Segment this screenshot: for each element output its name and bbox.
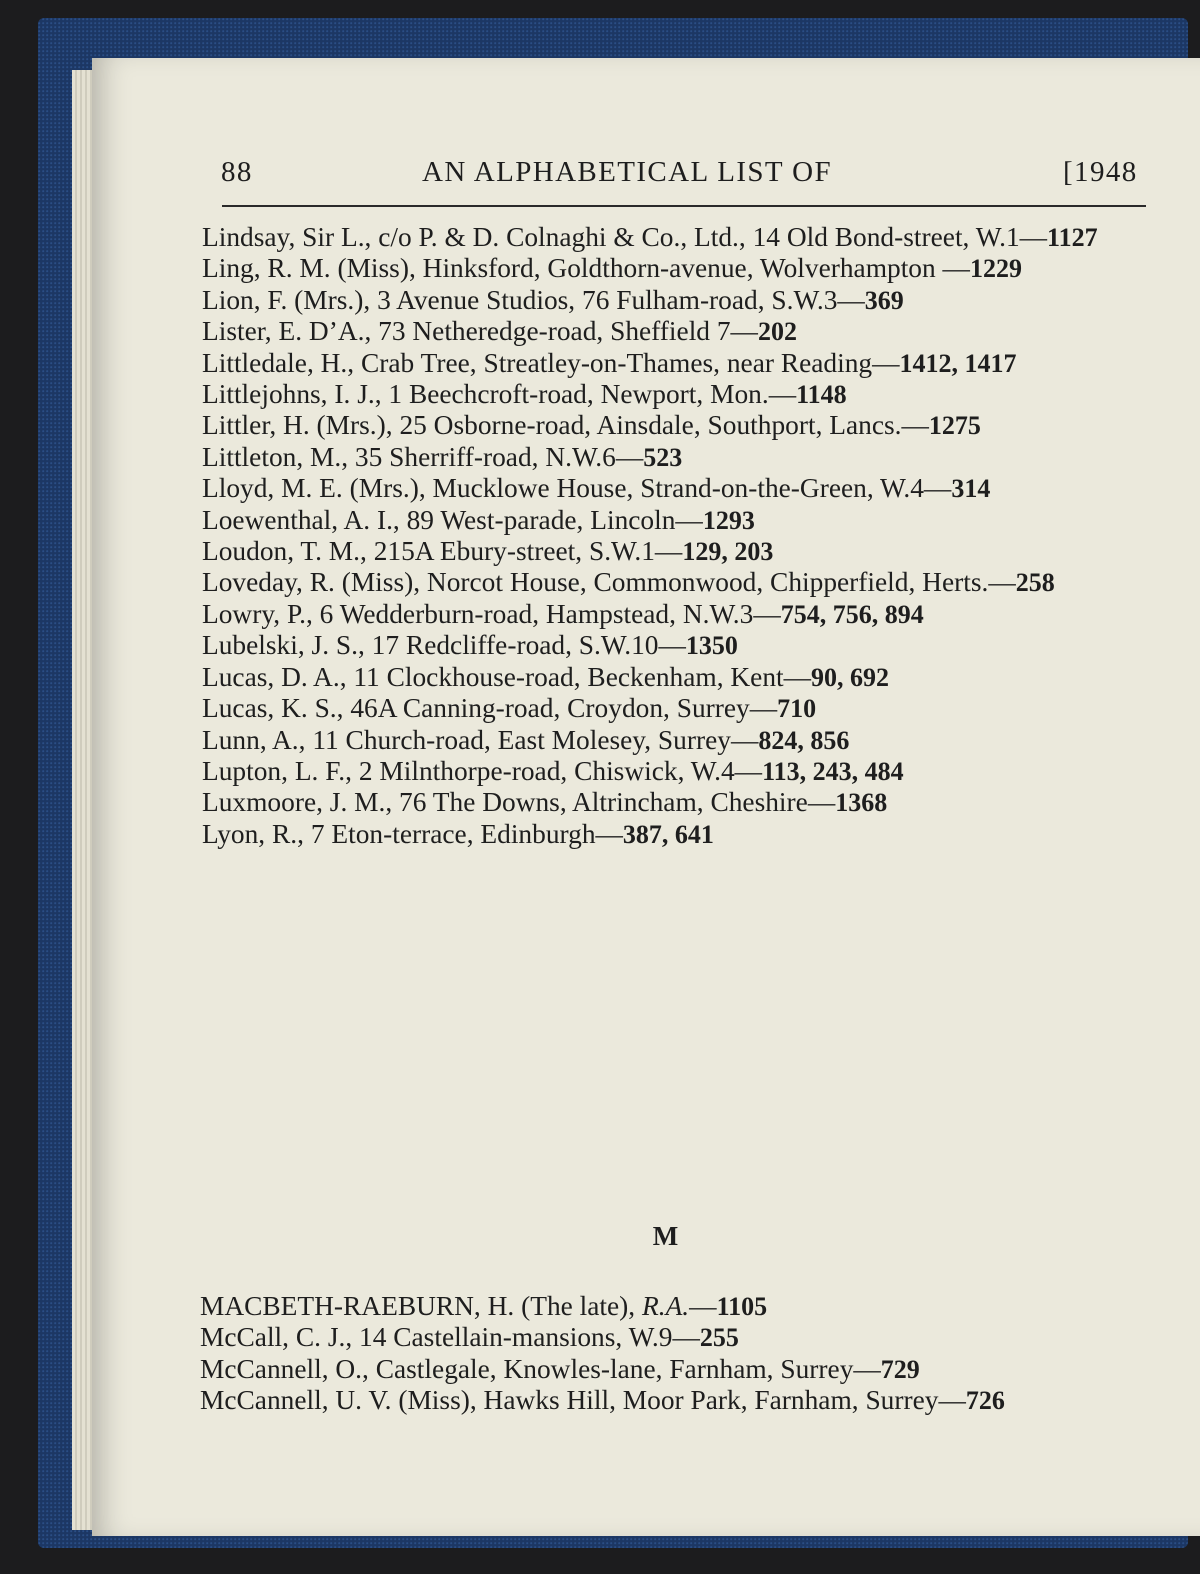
list-entry: Lucas, K. S., 46A Canning-road, Croydon, Surrey—710 bbox=[202, 693, 817, 724]
list-entry: Lloyd, M. E. (Mrs.), Mucklowe House, Strand-on-the-Green, W.4—314 bbox=[202, 473, 991, 504]
header-rule bbox=[222, 205, 1146, 207]
list-entry: Loewenthal, A. I., 89 West-parade, Lincoln—1293 bbox=[202, 504, 755, 535]
list-entry: Littledale, H., Crab Tree, Streatley-on-Thames, near Reading—1412, 1417 bbox=[202, 347, 1017, 378]
book-page bbox=[92, 58, 1200, 1536]
list-entry: McCall, C. J., 14 Castellain-mansions, W.9—255 bbox=[200, 1322, 739, 1353]
page-number: 88 bbox=[221, 156, 253, 188]
list-entry: Lister, E. D’A., 73 Netheredge-road, Sheffield 7—202 bbox=[202, 316, 797, 347]
list-entry: Littlejohns, I. J., 1 Beechcroft-road, Newport, Mon.—1148 bbox=[202, 379, 847, 410]
list-entry: Lyon, R., 7 Eton-terrace, Edinburgh—387, 641 bbox=[202, 818, 714, 849]
list-entry: McCannell, U. V. (Miss), Hawks Hill, Moor Park, Farnham, Surrey—726 bbox=[200, 1385, 1005, 1416]
running-title: AN ALPHABETICAL LIST OF bbox=[422, 156, 833, 188]
list-entry: Littleton, M., 35 Sherriff-road, N.W.6—523 bbox=[202, 441, 683, 472]
list-entry: Lubelski, J. S., 17 Redcliffe-road, S.W.10—1350 bbox=[202, 630, 738, 661]
list-entry: Ling, R. M. (Miss), Hinksford, Goldthorn-avenue, Wolverhampton —1229 bbox=[202, 253, 1022, 284]
list-entry: Lindsay, Sir L., c/o P. & D. Colnaghi & Co., Ltd., 14 Old Bond-street, W.1—1127 bbox=[202, 222, 1098, 252]
list-entry: Lowry, P., 6 Wedderburn-road, Hampstead, N.W.3—754, 756, 894 bbox=[202, 598, 924, 629]
section-letter: M bbox=[652, 1221, 680, 1251]
list-entry: McCannell, O., Castlegale, Knowles-lane, Farnham, Surrey—729 bbox=[200, 1353, 920, 1384]
list-entry: Luxmoore, J. M., 76 The Downs, Altrincham, Cheshire—1368 bbox=[202, 787, 888, 818]
list-entry: Lunn, A., 11 Church-road, East Molesey, Surrey—824, 856 bbox=[202, 724, 850, 755]
list-entry: Littler, H. (Mrs.), 25 Osborne-road, Ainsdale, Southport, Lancs.—1275 bbox=[202, 410, 981, 441]
list-entry: Loveday, R. (Miss), Norcot House, Commonwood, Chipperfield, Herts.—258 bbox=[202, 567, 1055, 598]
list-entry: Loudon, T. M., 215A Ebury-street, S.W.1—129, 203 bbox=[202, 536, 774, 567]
list-entry: Lupton, L. F., 2 Milnthorpe-road, Chiswick, W.4—113, 243, 484 bbox=[202, 755, 904, 786]
entries-l-list bbox=[202, 222, 1146, 850]
list-entry: Lion, F. (Mrs.), 3 Avenue Studios, 76 Fulham-road, S.W.3—369 bbox=[202, 284, 904, 315]
running-header bbox=[92, 156, 1200, 196]
list-entry: MACBETH-RAEBURN, H. (The late), R.A.—1105 bbox=[200, 1291, 768, 1321]
entries-m-list bbox=[200, 1291, 1136, 1417]
list-entry: Lucas, D. A., 11 Clockhouse-road, Beckenham, Kent—90, 692 bbox=[202, 661, 890, 692]
header-year: [1948 bbox=[1063, 156, 1138, 188]
